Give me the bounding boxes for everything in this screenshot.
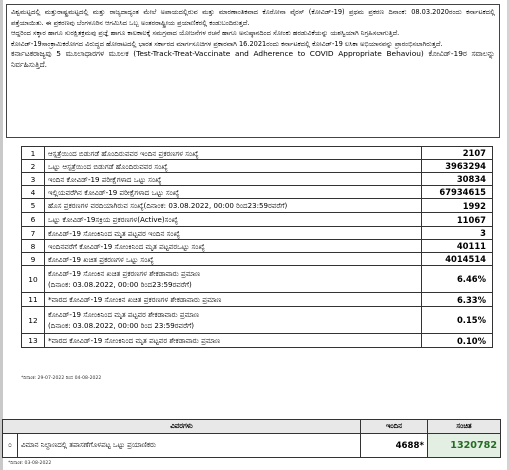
- row-value: 0.10%: [422, 334, 493, 348]
- row-number: 11: [22, 293, 45, 307]
- table-row: [3, 434, 501, 458]
- row-description: ವಿಮಾನ ನಿಲ್ದಾಣದಲ್ಲಿ ತಪಾಸಣೆಗೊಳಪಟ್ಟ ಒಟ್ಟು ಪ್ರಯಾಣಿಕರು: [18, 434, 361, 458]
- row-description: [45, 160, 422, 173]
- main-table-footnote: *ದಿನಾಂಕ: 29-07-2022 ರಿಂದ 04-08-2022: [21, 376, 102, 381]
- row-description-line: ಹೊಸ ಪ್ರಕರಣಗಳ ವರದಿಯಾಗಿರುವ ಸಂಖ್ಯೆ(ದಿನಾಂಕ: 03.08.2022, 00:00 ರಿಂದ23:59ರವರೆಗೆ): [48, 201, 288, 210]
- row-value: 3963294: [422, 160, 493, 173]
- row-description: [45, 266, 422, 293]
- row-number: 9: [22, 253, 45, 266]
- intro-para-4-kn: ಕರ್ನಾಟಕರಾಜ್ಯವು 5 ಮೂಲಾಧಾರಗಳ ಮೂಲಕ: [11, 49, 129, 59]
- page-left-edge: [0, 0, 3, 470]
- row-description-date: (ದಿನಾಂಕ: 03.08.2022, 00:00 ರಿಂದ 23:59ರವರೆಗೆ): [48, 321, 195, 330]
- row-description-line: ಒಟ್ಟು ಆಸ್ಪತ್ರೆಯಿಂದ ಬಿಡುಗಡೆ ಹೊಂದಿರುವವರ ಸಂಖ್ಯೆ: [48, 161, 168, 171]
- row-description: [45, 293, 422, 307]
- row-value: 0.15%: [422, 307, 493, 334]
- row-description-line: *ವಾರದ ಕೋವಿಡ್-19 ಸೋಂಕಿನ ಖಚಿತ ಪ್ರಕರಣಗಳ ಶೇಕಡಾವಾರು ಪ್ರಮಾಣ: [48, 295, 222, 304]
- row-number: 1: [22, 147, 45, 160]
- airport-screening-table: [2, 419, 501, 458]
- row-description: [45, 240, 422, 253]
- table-row: [22, 160, 493, 173]
- row-value: 6.33%: [422, 293, 493, 307]
- row-number: 8: [22, 240, 45, 253]
- row-value: 3: [422, 227, 493, 240]
- row-description: [45, 173, 422, 186]
- table-row: [22, 199, 493, 213]
- row-number: 10: [22, 266, 45, 293]
- row-number: 12: [22, 307, 45, 334]
- intro-para-3: ಕೋವಿಡ್-19ಸಾಂಕ್ರಾಮಿಕರೋಗದ ವಿರುದ್ಧದ ಹೋರಾಟದಲ್ಲಿ ಭಾರತ ಸರ್ಕಾರದ ಮಾರ್ಗಸೂಚಿಗಳ ಪ್ರಕಾರವಾಗಿ 16.2021ರಂದು ಕರ್ನಾಟಕದಲ್ಲಿ ಕೋವಿಡ್-19 ಲಸಿಕಾ ಅಭಿಯಾನವನ್ನು ಪ್ರಾರಂಭಿಸಲಾಗಿರುತ್ತದೆ.: [11, 39, 443, 48]
- table-row: [22, 307, 493, 334]
- row-today-value: 4688*: [361, 434, 428, 458]
- header-row: [3, 420, 501, 434]
- row-description-line: *ವಾರದ ಕೋವಿಡ್-19 ಸೋಂಕಿನಿಂದ ಮೃತ ಪಟ್ಟವರ ಶೇಕಡಾವಾರು ಪ್ರಮಾಣ: [48, 336, 221, 345]
- row-description: [45, 147, 422, 160]
- row-value: 40111: [422, 240, 493, 253]
- row-number: 13: [22, 334, 45, 348]
- row-number: 6: [22, 213, 45, 227]
- header-details: ವಿವರಗಳು: [3, 420, 361, 434]
- row-number: 3: [22, 173, 45, 186]
- table-row: [22, 266, 493, 293]
- table-row: [22, 240, 493, 253]
- row-description-line: ಇಲ್ಲಿಯವರೆಗಿನ ಕೋವಿಡ್-19 ಪರೀಕ್ಷೆಗಳಾದ ಒಟ್ಟು ಸಂಖ್ಯೆ: [48, 187, 180, 197]
- row-description-line: ಒಟ್ಟು ಕೋವಿಡ್-19ಸಕ್ರಿಯ ಪ್ರಕರಣಗಳ(Active)ಸಂಖ್ಯೆ: [48, 215, 179, 224]
- row-value: 30834: [422, 173, 493, 186]
- row-description: [45, 199, 422, 213]
- table-row: [22, 213, 493, 227]
- table-row: [22, 227, 493, 240]
- intro-box: [6, 4, 500, 138]
- bottom-table-footnote: *ದಿನಾಂಕ: 03-08-2022: [8, 461, 52, 466]
- intro-para-4-tail: ಕೋವಿಡ್-19ರ ಸವಾಲನ್ನು ನಿರ್ವಹಿಸುತ್ತಿದೆ.: [11, 49, 495, 69]
- row-description: [45, 253, 422, 266]
- row-value: 67934615: [422, 186, 493, 199]
- row-description: [45, 227, 422, 240]
- table-row: [22, 253, 493, 266]
- row-number: 7: [22, 227, 45, 240]
- row-value: 6.46%: [422, 266, 493, 293]
- row-cumulative-value: 1320782: [428, 434, 501, 458]
- row-description: [45, 307, 422, 334]
- row-description-line: ಇಂದಿನ ಕೋವಿಡ್-19 ಪರೀಕ್ಷೆಗಳಾದ ಒಟ್ಟು ಸಂಖ್ಯೆ: [48, 174, 162, 184]
- row-number: 4: [22, 186, 45, 199]
- table-row: [22, 186, 493, 199]
- intro-para-4: [11, 49, 495, 70]
- row-description-line: ಕೋವಿಡ್-19 ಸೋಂಕಿನಿಂದ ಮೃತ ಪಟ್ಟವರ ಇಂದಿನ ಸಂಖ್ಯೆ: [48, 228, 180, 238]
- covid-stats-table: [21, 146, 493, 348]
- row-value: 2107: [422, 147, 493, 160]
- intro-para-2: ಆದ್ದರಿಂದ ಸಕ್ಕಾರ ಹಾಗೂ ಸುರಕ್ಷಿತಕ್ರಮವು ಪ್ರಜ್ಞೆ ಹಾಗೂ ಕಾಲಕಾಲಕ್ಕೆ ಸಮಗ್ರವಾದ ಯೋಜನೆಗಳ ರಚನೆ ಹಾಗೂ ಅನುಷ್ಠಾನದಿಂದ ಸೋಂಕು ಹರಡುವಿಕೆಯನ್ನು ಯಶಸ್ವಿಯಾಗಿ ನಿಗ್ರಹಿಸಲಾಗುತ್ತಿದೆ.: [11, 29, 400, 38]
- row-description-line: ಇಂದಿನವರೆಗೆ ಕೋವಿಡ್-19 ಸೋಂಕಿನಿಂದ ಮೃತ ಪಟ್ಟವರಒಟ್ಟು ಸಂಖ್ಯೆ: [48, 241, 205, 251]
- table-row: [22, 334, 493, 348]
- row-description-line: ಕೋವಿಡ್-19 ಸೋಂಕಿನ ಖಚಿತ ಪ್ರಕರಣಗಳ ಶೇಕಡಾವಾರು ಪ್ರಮಾಣ: [48, 269, 201, 278]
- header-cumulative: ಸಂಚಿತ: [428, 420, 501, 434]
- row-number: 5: [22, 199, 45, 213]
- table-row: [22, 173, 493, 186]
- row-description-line: ಕೋವಿಡ್-19 ಖಚಿತ ಪ್ರಕರಣಗಳ ಒಟ್ಟು ಸಂಖ್ಯೆ: [48, 254, 154, 264]
- row-index: ೦: [3, 434, 18, 458]
- table-row: [22, 147, 493, 160]
- row-value: 1992: [422, 199, 493, 213]
- row-value: 4014514: [422, 253, 493, 266]
- row-number: 2: [22, 160, 45, 173]
- table-row: [22, 293, 493, 307]
- row-description: [45, 213, 422, 227]
- row-description: [45, 186, 422, 199]
- intro-para-4-en: (Test-Track-Treat-Vaccinate and Adherence to COVID Appropriate Behaviou): [133, 49, 424, 59]
- row-description-date: (ದಿನಾಂಕ: 03.08.2022, 00:00 ರಿಂದ23:59ರವರೆಗೆ): [48, 280, 192, 289]
- header-today: ಇಂದಿನ: [361, 420, 428, 434]
- row-description-line: ಆಸ್ಪತ್ರೆಯಿಂದ ಬಿಡುಗಡೆ ಹೊಂದಿರುವವರ ಇಂದಿನ ಪ್ರಕರಣಗಳ ಸಂಖ್ಯೆ: [48, 148, 199, 158]
- row-value: 11067: [422, 213, 493, 227]
- intro-para-1: ವಿಶ್ವಮಟ್ಟದಲ್ಲಿ ಮತ್ತುರಾಷ್ಟ್ರಮಟ್ಟದಲ್ಲಿ ಮತ್ತು ರಾಜ್ಯದಾದ್ಯಂತ ಮೇಲೆ ಅಪಾಯದಲ್ಲಿರುವ ಮತ್ತು ಮಾರಣಾಂತಿಕವಾದ ಕೊರೋನಾ ವೈರಸ್ (ಕೋವಿಡ್-19) ಪ್ರಥಮ ಪ್ರಕರಣ ದಿನಾಂಕ: 08.03.2020ರಂದು ಕರ್ನಾಟಕದಲ್ಲಿ ಪತ್ತೆಯಾಯಿತು. ಈ ಪ್ರಕರಣವು ಬೆಂಗಳೂರಿನ ಆಗಮಿಸಿದ ಒಬ್ಬ ಅಂತರರಾಷ್ಟ್ರೀಯ ಪ್ರಯಾಣಿಕರಲ್ಲಿ ಕಂಡುಬಂದಿರುತ್ತದೆ.: [11, 8, 495, 27]
- row-description: [45, 334, 422, 348]
- row-description-line: ಕೋವಿಡ್-19 ಸೋಂಕಿನಿಂದ ಮೃತ ಪಟ್ಟವರ ಶೇಕಡಾವಾರು ಪ್ರಮಾಣ: [48, 310, 200, 319]
